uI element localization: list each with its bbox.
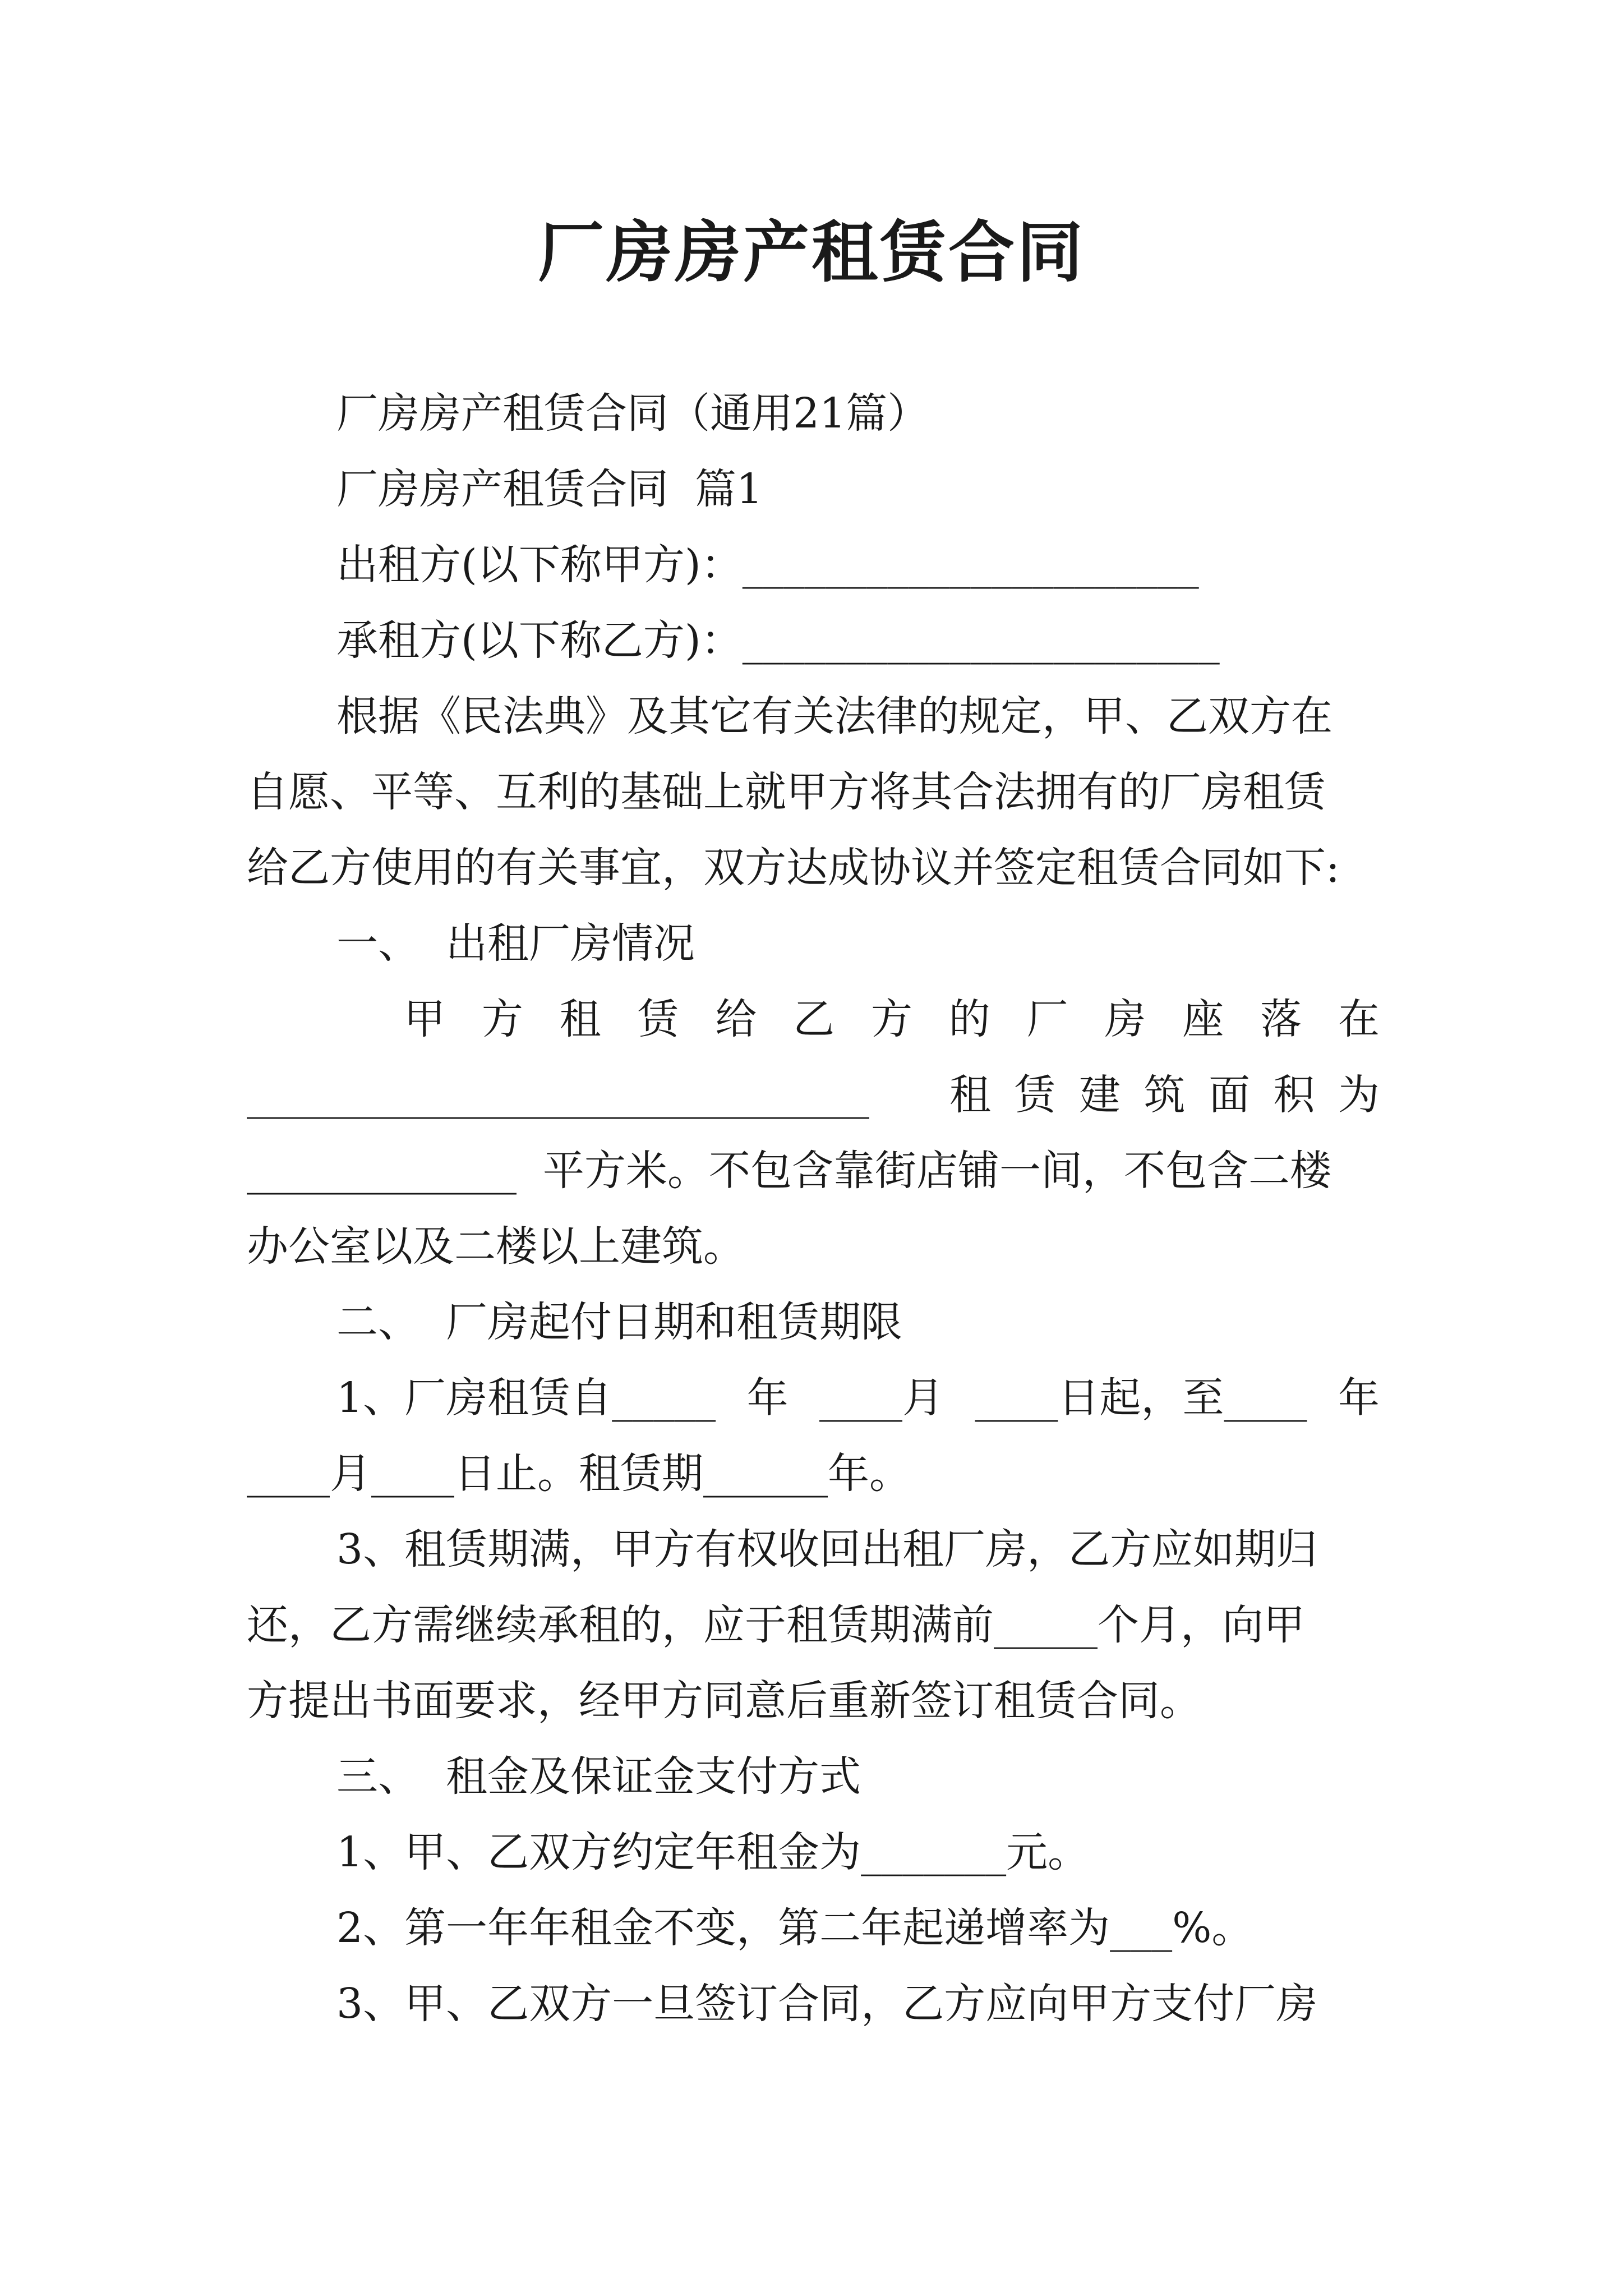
clause-1-line-4: 办公室以及二楼以上建筑。 (247, 1222, 745, 1271)
subtitle-line: 厂房房产租赁合同（通用21篇） (336, 389, 929, 438)
clause-3-item-1: 1、甲、乙双方约定年租金为_______元。 (336, 1828, 1090, 1876)
document-title: 厂房房产租赁合同 (537, 213, 1085, 291)
clause-1-line-2: ______________________________ 租 赁 建 筑 面 积 为 (247, 1071, 1380, 1119)
section-heading-part1: 厂房房产租赁合同 篇1 (336, 465, 763, 513)
clause-1-heading: 一、 出租厂房情况 (336, 919, 695, 968)
clause-2-item-1-line-2: ____月____日止。租赁期______年。 (247, 1450, 911, 1498)
clause-3-heading: 三、 租金及保证金支付方式 (336, 1752, 861, 1801)
clause-3-item-2: 2、第一年年租金不变，第二年起递增率为___%。 (336, 1904, 1253, 1952)
clause-2-item-3-line-3: 方提出书面要求，经甲方同意后重新签订租赁合同。 (247, 1677, 1201, 1725)
preamble-line-3: 给乙方使用的有关事宜，双方达成协议并签定租赁合同如下: (247, 844, 1340, 892)
clause-2-heading: 二、 厂房起付日期和租赁期限 (336, 1298, 903, 1346)
clause-2-item-3-line-2: 还，乙方需继续承租的，应于租赁期满前_____个月，向甲 (247, 1601, 1305, 1649)
lessor-line: 出租方(以下称甲方)：______________________ (336, 541, 1199, 589)
clause-3-item-3: 3、甲、乙双方一旦签订合同，乙方应向甲方支付厂房 (336, 1980, 1318, 2028)
clause-1-line-1: 甲 方 租 赁 给 乙 方 的 厂 房 座 落 在 (404, 995, 1380, 1043)
clause-1-line-3: _____________ 平方米。不包含靠街店铺一间，不包含二楼 (247, 1147, 1332, 1195)
preamble-line-2: 自愿、平等、互利的基础上就甲方将其合法拥有的厂房租赁 (247, 768, 1326, 816)
clause-2-item-1-line-1: 1、厂房租赁自_____ 年 ____月 ____日起，至____ 年 (336, 1374, 1380, 1422)
clause-2-item-3-line-1: 3、租赁期满，甲方有权收回出租厂房，乙方应如期归 (336, 1525, 1318, 1573)
preamble-line-1: 根据《民法典》及其它有关法律的规定，甲、乙双方在 (336, 692, 1332, 740)
lessee-line: 承租方(以下称乙方)：_______________________ (336, 616, 1220, 665)
